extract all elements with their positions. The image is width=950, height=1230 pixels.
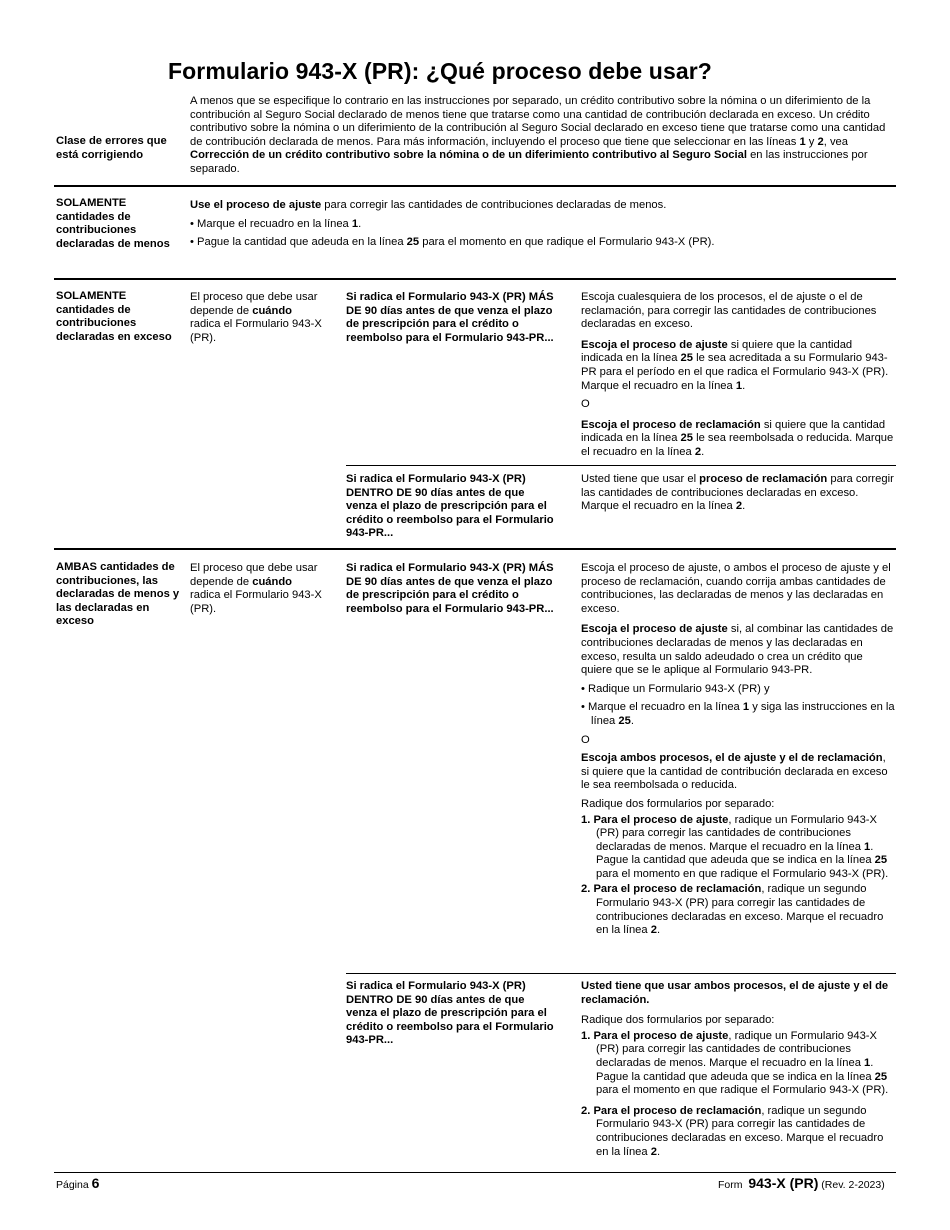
- section-label-both: AMBAS cantidades de contribuciones, las declaradas de menos y las declaradas en exceso: [56, 561, 180, 628]
- divider: [54, 548, 896, 550]
- result-more-than-90: Escoja cualesquiera de los procesos, el de ajuste o el de reclamación, para corregir las cantidades de contribuciones declaradas en exceso. Escoja el proceso de ajuste si quiere que la cantidad indicada en la línea 25 le sea acreditada a su Formulario 943-PR para el período en el que radica el Formulario 943-X (PR). Marque el recuadro en la línea 1. O Escoja el proceso de reclamación si quiere que la cantidad indicada en la línea 25 le sea reembolsada o reducida. Marque el recuadro en la línea 2.: [581, 291, 894, 458]
- process-depends-text: El proceso que debe usar depende de cuándo radica el Formulario 943-X (PR).: [190, 562, 322, 615]
- result-within-90: Usted tiene que usar el proceso de reclamación para corregir las cantidades de contribuciones declaradas en exceso. Marque el recuadro en la línea 2.: [581, 473, 894, 513]
- result-within-90: Usted tiene que usar ambos procesos, el de ajuste y el de reclamación. Radique dos formularios por separado: 1. Para el proceso de ajuste, radique un Formulario 943-X (PR) para corregir las cantidades de contribuciones declaradas de menos. Marque el recuadro en la línea 1. Pague la cantidad que adeuda que se indica en la línea 25 para el momento en que radique el Formulario 943-X (PR). 2. Para el proceso de reclamación, radique un segundo Formulario 943-X (PR) para corregir las cantidades de contribuciones declaradas en exceso. Marque el recuadro en la línea 2.: [581, 980, 889, 1158]
- condition-within-90: Si radica el Formulario 943-X (PR) DENTRO DE 90 días antes de que venza el plazo de prescripción para el crédito o reembolso para el Formulario 943-PR...: [346, 473, 554, 540]
- condition-within-90: Si radica el Formulario 943-X (PR) DENTRO DE 90 días antes de que venza el plazo de prescripción para el crédito o reembolso para el Formulario 943-PR...: [346, 980, 554, 1047]
- page-number: Página 6: [56, 1175, 100, 1191]
- page-title: Formulario 943-X (PR): ¿Qué proceso debe usar?: [168, 58, 712, 84]
- column-header-error-type: Clase de errores que está corrigiendo: [56, 135, 167, 161]
- section-underreported-text: Use el proceso de ajuste para corregir las cantidades de contribuciones declaradas de menos. • Marque el recuadro en la línea 1. • Pague la cantidad que adeuda en la línea 25 para el momento en que radique el Formulario 943-X (PR).: [190, 199, 715, 249]
- divider: [54, 185, 896, 187]
- footer-divider: [54, 1172, 896, 1173]
- form-id: Form 943-X (PR) (Rev. 2-2023): [718, 1175, 885, 1191]
- intro-text: A menos que se especifique lo contrario en las instrucciones por separado, un crédito contributivo sobre la nómina o un diferimiento de la contribución al Seguro Social declarado de menos tiene que tratarse como una cantidad de contribución declarada en exceso. Un crédito contributivo sobre la nómina o un diferimiento de la contribución al Seguro Social declarado en exceso tiene que tratarse como una cantidad de contribución declarada de menos. Para más información, incluyendo el proceso que tiene que seleccionar en las líneas 1 y 2, vea Corrección de un crédito contributivo sobre la nómina o de un diferimiento contributivo al Seguro Social en las instrucciones por separado.: [190, 95, 886, 175]
- section-label-overreported: SOLAMENTE cantidades de contribuciones declaradas en exceso: [56, 290, 172, 343]
- section-label-underreported: SOLAMENTE cantidades de contribuciones declaradas de menos: [56, 197, 170, 250]
- divider: [346, 973, 896, 974]
- result-more-than-90: Escoja el proceso de ajuste, o ambos el proceso de ajuste y el proceso de reclamación, cuando corrija ambas cantidades de contribuciones, las declaradas de menos y las declaradas en exceso. Escoja el proceso de ajuste si, al combinar las cantidades de contribuciones declaradas de menos y las declaradas en exceso, resulta un saldo adeudado o crea un crédito que quiere que se le aplique al Formulario 943-PR. • Radique un Formulario 943-X (PR) y • Marque el recuadro en la línea 1 y siga las instrucciones en la línea 25. O Escoja ambos procesos, el de ajuste y el de reclamación, si quiere que la cantidad de contribución declarada en exceso le sea reembolsada o reducida. Radique dos formularios por separado: 1. Para el proceso de ajuste, radique un Formulario 943-X (PR) para corregir las cantidades de contribuciones declaradas de menos. Marque el recuadro en la línea 1. Pague la cantidad que adeuda que se indica en la línea 25 para el momento en que radique el Formulario 943-X (PR). 2. Para el proceso de reclamación, radique un segundo Formulario 943-X (PR) para corregir las cantidades de contribuciones declaradas en exceso. Marque el recuadro en la línea 2.: [581, 562, 895, 937]
- divider: [346, 465, 896, 466]
- divider: [54, 278, 896, 280]
- condition-more-than-90: Si radica el Formulario 943-X (PR) MÁS DE 90 días antes de que venza el plazo de prescripción para el crédito o reembolso para el Formulario 943-PR...: [346, 291, 554, 344]
- condition-more-than-90: Si radica el Formulario 943-X (PR) MÁS DE 90 días antes de que venza el plazo de prescripción para el crédito o reembolso para el Formulario 943-PR...: [346, 562, 554, 615]
- process-depends-text: El proceso que debe usar depende de cuándo radica el Formulario 943-X (PR).: [190, 291, 322, 344]
